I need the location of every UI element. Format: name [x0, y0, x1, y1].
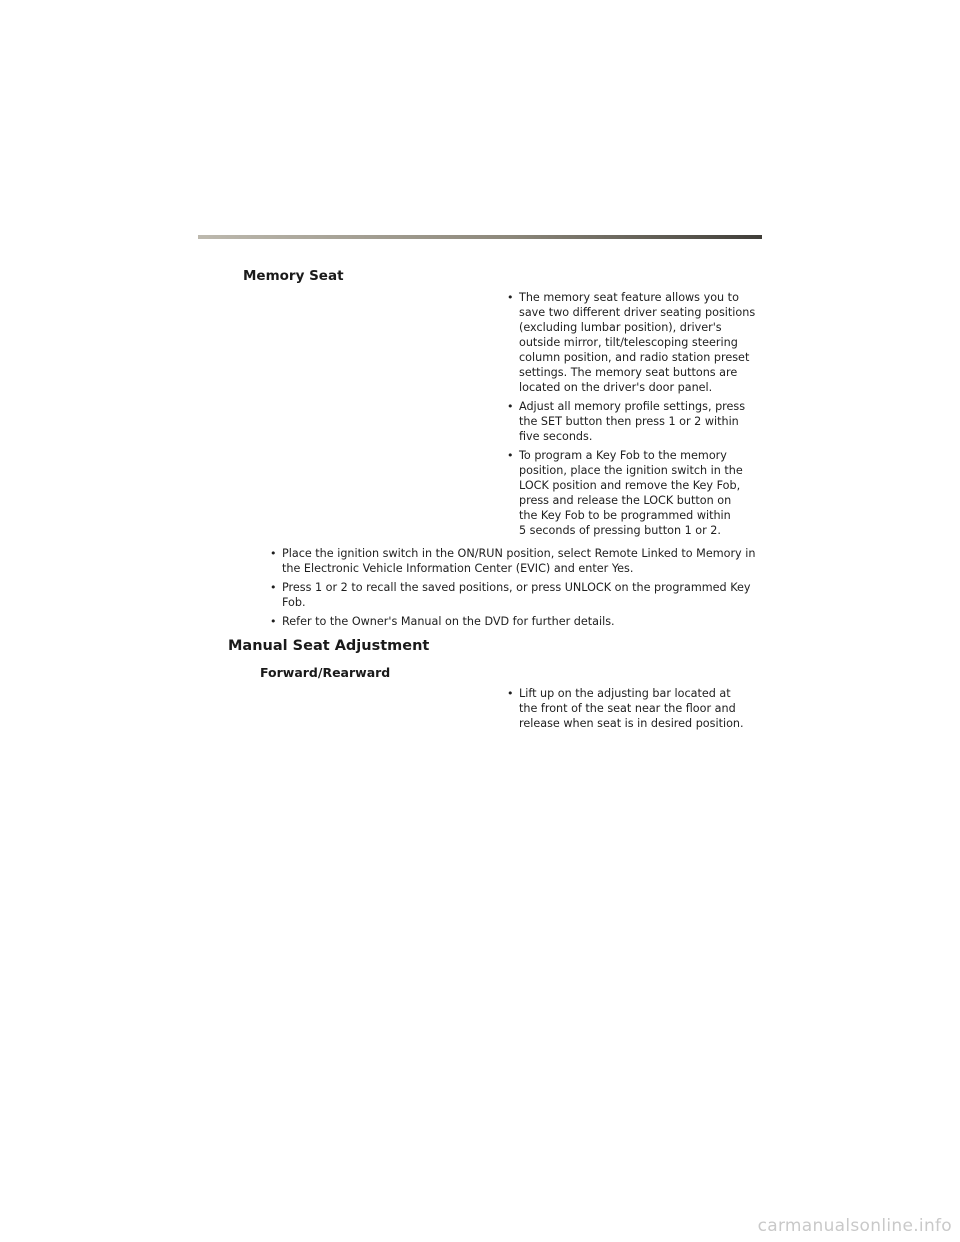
bullet-line: the Electronic Vehicle Information Center (EVIC) and enter Yes.: [282, 562, 634, 575]
bullet-line: position, place the ignition switch in the: [519, 464, 743, 477]
bullet-line: column position, and radio station preset: [519, 351, 750, 364]
bullet-item: [268, 614, 762, 629]
bullet-line: the Key Fob to be programmed within: [519, 509, 731, 522]
manual-seat-heading: Manual Seat Adjustment: [228, 638, 430, 654]
bullet-line: • Place the ignition switch in the ON/RUN position, select Remote Linked to Memory in: [282, 547, 756, 560]
bullet-line: press and release the LOCK button on: [519, 494, 732, 507]
bullet-line: • Press 1 or 2 to recall the saved positions, or press UNLOCK on the programmed Key: [282, 581, 751, 594]
bullet-line: • The memory seat feature allows you to: [519, 291, 739, 304]
bullet-line: (excluding lumbar position), driver's: [519, 321, 722, 334]
bullet-line: settings. The memory seat buttons are: [519, 366, 738, 379]
bullet-item: [505, 686, 761, 731]
bullet-line: LOCK position and remove the Key Fob,: [519, 479, 741, 492]
forward-rearward-heading: Forward/Rearward: [260, 665, 391, 680]
bullet-item: [268, 580, 762, 610]
bullet-line: the SET button then press 1 or 2 within: [519, 415, 739, 428]
bullet-item: [505, 399, 761, 444]
bullet-line: located on the driver's door panel.: [519, 381, 713, 394]
memory-seat-heading: Memory Seat: [243, 268, 344, 284]
bullet-line: the front of the seat near the floor and: [519, 702, 736, 715]
bullet-line: • Refer to the Owner's Manual on the DVD for further details.: [282, 615, 615, 628]
bullet-line: • Lift up on the adjusting bar located at: [519, 687, 731, 700]
bullet-line: outside mirror, tilt/telescoping steering: [519, 336, 738, 349]
watermark-text: carmanualsonline.info: [757, 1216, 952, 1236]
bullet-line: release when seat is in desired position.: [519, 717, 744, 730]
memory-seat-list-right: [505, 290, 761, 542]
bullet-item: [505, 448, 761, 538]
memory-seat-list-full: [268, 546, 762, 633]
bullet-item: [268, 546, 762, 576]
bullet-line: 5 seconds of pressing button 1 or 2.: [519, 524, 721, 537]
bullet-line: • To program a Key Fob to the memory: [519, 449, 727, 462]
forward-rearward-list: [505, 686, 761, 735]
bullet-line: Fob.: [282, 596, 306, 609]
bullet-line: five seconds.: [519, 430, 593, 443]
top-divider-rule: [198, 235, 762, 239]
bullet-line: • Adjust all memory profile settings, press: [519, 400, 746, 413]
bullet-item: [505, 290, 761, 395]
bullet-line: save two different driver seating positions: [519, 306, 756, 319]
